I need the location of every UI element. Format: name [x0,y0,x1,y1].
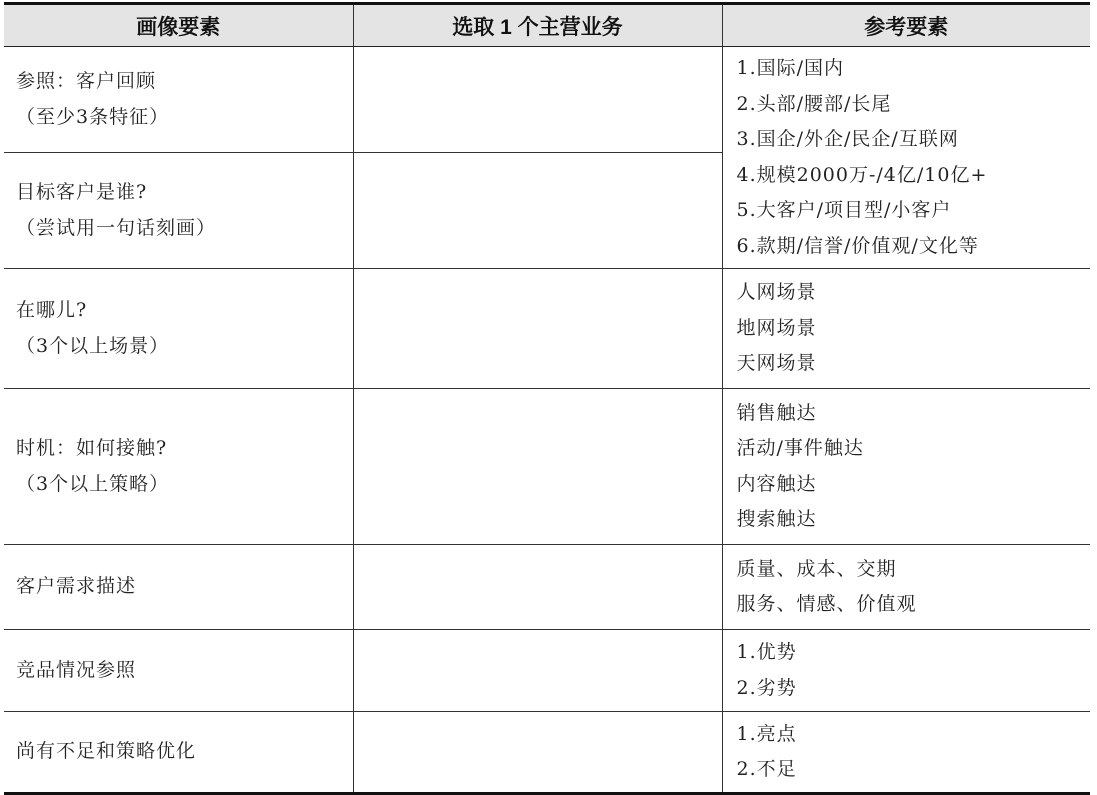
table-row [4,630,1090,712]
profile-element-cell [4,269,353,389]
cell-text: 1.国际/国内 [736,57,845,79]
main-business-cell [353,269,722,389]
cell-text: （至少3条特征） [16,105,170,128]
cell-text: 在哪儿? [16,299,88,321]
cell-text: 地网场景 [736,316,817,339]
cell-text: 4.规模2000万-/4亿/10亿+ [736,163,988,186]
reference-cell [722,269,1090,389]
cell-text: 竞品情况参照 [16,658,137,681]
header-profile-element: 画像要素 [4,4,353,47]
cell-text: 2.头部/腰部/长尾 [736,92,892,115]
cell-text: 6.款期/信誉/价值观/文化等 [736,234,979,257]
cell-text: 时机：如何接触? [16,437,168,459]
cell-text: 销售触达 [736,401,817,424]
cell-text: （3个以上策略） [16,472,170,495]
header-main-business: 选取 1 个主营业务 [353,4,722,47]
cell-text: （3个以上场景） [16,334,170,357]
cell-text: 3.国企/外企/民企/互联网 [736,128,959,150]
main-business-cell [353,389,722,545]
cell-text: 活动/事件触达 [736,437,864,459]
header-reference-element: 参考要素 [722,4,1090,47]
profile-element-cell [4,630,353,712]
cell-text: 目标客户是谁? [16,181,148,203]
table-row [4,389,1090,545]
main-business-cell [353,630,722,712]
main-business-cell [353,545,722,630]
cell-text: 尚有不足和策略优化 [16,740,197,763]
profile-element-cell [4,389,353,545]
reference-cell [722,712,1090,794]
table-row [4,545,1090,630]
cell-text: 1.优势 [736,641,797,663]
table-row [4,712,1090,794]
main-business-cell [353,47,722,153]
cell-text: （尝试用一句话刻画） [16,216,217,239]
reference-cell [722,630,1090,712]
main-business-cell [353,712,722,794]
main-business-cell [353,153,722,269]
cell-text: 内容触达 [736,472,817,495]
table-row [4,47,1090,153]
reference-cell [722,47,1090,269]
cell-text: 2.劣势 [736,676,797,699]
cell-text: 客户需求描述 [16,575,137,598]
profile-element-cell [4,545,353,630]
reference-cell [722,545,1090,630]
cell-text: 搜索触达 [736,508,817,530]
cell-text: 天网场景 [736,352,817,375]
table-row [4,269,1090,389]
cell-text: 服务、情感、价值观 [736,593,917,615]
cell-text: 5.大客户/项目型/小客户 [736,199,952,221]
reference-cell [722,389,1090,545]
profile-element-cell [4,47,353,153]
header-row [4,4,1090,47]
profile-element-cell [4,153,353,269]
customer-profile-table [4,2,1090,795]
cell-text: 1.亮点 [736,722,797,745]
profile-element-cell [4,712,353,794]
cell-text: 质量、成本、交期 [736,557,897,580]
cell-text: 2.不足 [736,758,797,780]
cell-text: 参照：客户回顾 [16,70,157,92]
cell-text: 人网场景 [736,281,817,304]
